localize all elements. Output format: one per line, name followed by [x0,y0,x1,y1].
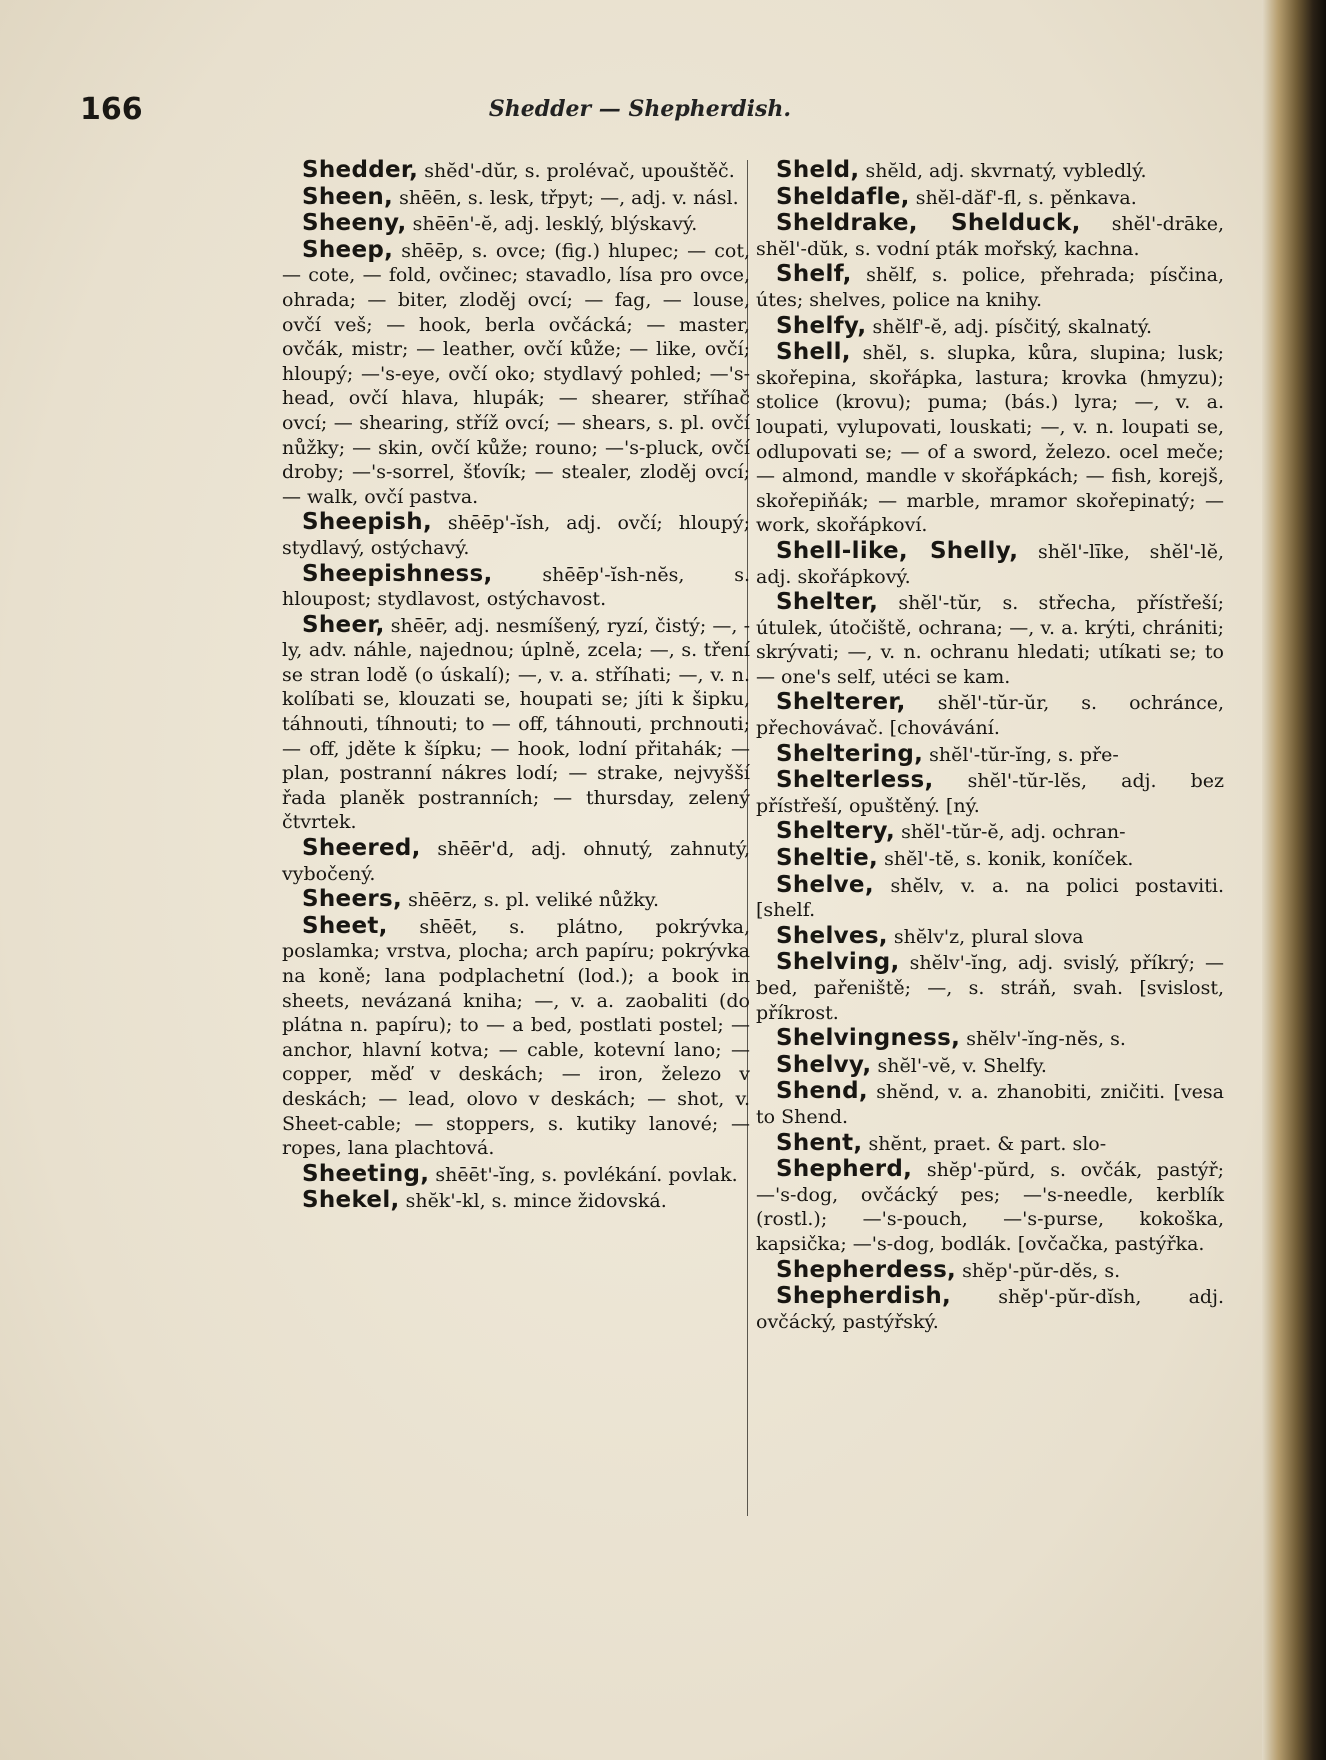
dictionary-entry [282,510,750,560]
entry-headword: Sheeting, [302,1160,430,1187]
entry-definition: shēēr'd, adj. ohnutý, zahnutý, vybočený. [282,838,750,885]
entry-definition: shĕlf'-ĕ, adj. písčitý, skalnatý. [872,315,1153,338]
entry-headword: Shepherdish, [776,1283,952,1310]
entry-definition: shēēt, s. plátno, pokrývka, poslamka; vrstva, plocha; arch papíru; pokrývka na koně; lana podplachetní (lod.); a book in sheets, nevázaná kniha; —, v. a. zaobaliti (do plátna n. papíru); to — a bed, postlati postel; — anchor, hlavní kotva; — cable, kotevní lano; — copper, měď v deskách; — iron, železo v deskách; — lead, olovo v deskách; — shot, v. Sheet-cable; — stoppers, s. kutiky lanové; — ropes, lana plachtová. [282,915,750,1160]
dictionary-entry [756,1157,1224,1256]
entry-definition: shĕl'-līke, shĕl'-lĕ, adj. skořápkový. [756,540,1224,588]
entry-headword: Shepherdess, [776,1256,957,1283]
entry-definition: shĕp'-pŭrd, s. ovčák, pastýř; —'s-dog, ovčácký pes; —'s-needle, kerblík (rostl.); —'s-pouch, —'s-purse, kokoška, kapsička; —'s-dog, bodlák. [ovčačka, pastýřka. [756,1159,1224,1255]
right-column [756,158,1224,1335]
entry-definition: shĕlv'-ĭng, adj. svislý, příkrý; — bed, pařeniště; —, s. stráň, svah. [svislost, příkrost. [756,952,1224,1024]
dictionary-entry [756,768,1224,818]
entry-headword: Sheltery, [776,818,896,845]
entry-definition: shēērz, s. pl. veliké nůžky. [408,889,660,912]
entry-definition: shĕl'-tŭr-ĭng, s. pře- [929,743,1119,766]
dictionary-entry [282,158,750,184]
dictionary-entry [756,340,1224,538]
dictionary-entry [756,690,1224,740]
entry-headword: Shelves, [776,922,888,949]
entry-definition: shēēn'-ĕ, adj. lesklý, blýskavý. [412,213,698,236]
dictionary-entry [756,1026,1224,1052]
dictionary-entry [282,562,750,612]
dictionary-entry [756,742,1224,768]
dictionary-entry [756,1258,1224,1284]
dictionary-entry [756,1053,1224,1079]
entry-headword: Sheet, [302,912,388,939]
entry-definition: shĕp'-pŭr-dĕs, s. [962,1259,1121,1282]
dictionary-entry [282,914,750,1161]
entry-definition: shĕl'-tŭr-lĕs, adj. bez přístřeší, opuštěný. [ný. [756,770,1224,817]
entry-headword: Shelvy, [776,1051,872,1078]
entry-headword: Shekel, [302,1187,400,1214]
entry-headword: Sheltering, [776,740,924,767]
entry-definition: shēēp, s. ovce; (fig.) hlupec; — cot, — cote, — fold, ovčinec; stavadlo, lísa pro ovce, ohrada; — biter, zloděj ovcí; — fag, — louse, ovčí veš; — hook, berla ovčácká; — master, ovčák, mistr; — leather, ovčí kůže; — like, ovčí; hloupý; —'s-eye, ovčí oko; stydlavý pohled; —'s-head, ovčí hlava, hlupák; — shearer, stříhač ovcí; — shearing, stříž ovcí; — shears, s. pl. ovčí nůžky; — skin, ovčí kůže; rouno; —'s-pluck, ovčí droby; —'s-sorrel, šťovík; — stealer, zloděj ovcí; — walk, ovčí pastva. [282,239,750,508]
entry-definition: shĕnt, praet. & part. slo- [868,1132,1107,1155]
entry-definition: shĕl'-tŭr-ĕ, adj. ochran- [901,821,1126,844]
entry-headword: Sheltie, [776,845,879,872]
running-head: Shedder — Shepherdish. [488,96,792,122]
entry-headword: Sheeny, [302,210,407,237]
entry-headword: Sheldrake, Shelduck, [776,210,1081,237]
entry-headword: Shelve, [776,871,874,898]
entry-definition: shĕl'-tĕ, s. konik, koníček. [884,848,1134,871]
dictionary-entry [282,1162,750,1188]
entry-definition: shĕl'-tŭr, s. střecha, přístřeší; útulek, útočiště, ochrana; —, v. a. krýti, chrániti; skrývati; —, v. n. ochranu hledati; utíkati se; to — one's self, utéci se kam. [756,592,1224,688]
dictionary-entry [282,887,750,913]
left-column [282,158,750,1215]
entry-headword: Sheep, [302,236,394,263]
dictionary-entry [756,539,1224,589]
entry-headword: Shedder, [302,157,419,183]
entry-headword: Shelf, [776,261,852,288]
entry-definition: shĕlf, s. police, přehrada; písčina, útes; shelves, police na knihy. [756,264,1224,311]
entry-headword: Shent, [776,1129,863,1156]
dictionary-entry [756,590,1224,689]
entry-headword: Sheer, [302,611,385,638]
entry-headword: Shell, [776,339,851,366]
dictionary-entry [756,211,1224,261]
entry-definition: shĕnd, v. a. zhanobiti, zničiti. [vesa to Shend. [756,1081,1224,1128]
dictionary-entry [756,1284,1224,1334]
entry-definition: shĕl'-tŭr-ŭr, s. ochránce, přechovávač. [chovávání. [756,692,1224,740]
entry-headword: Shend, [776,1078,868,1105]
entry-headword: Shelterless, [776,767,934,794]
entry-headword: Sheepish, [302,509,432,536]
book-spine-shadow [1262,0,1326,1760]
entry-headword: Shelvingness, [776,1025,961,1052]
entry-definition: shĕlv, v. a. na polici postaviti. [shelf. [756,874,1224,922]
entry-headword: Shelter, [776,589,879,616]
dictionary-entry [756,314,1224,340]
page-number: 166 [80,92,143,127]
entry-headword: Sheldafle, [776,183,910,210]
entry-definition: shĕl'-drāke, shĕl'-dŭk, s. vodní pták mořský, kachna. [756,213,1225,260]
entry-headword: Sheered, [302,835,421,862]
dictionary-entry [756,846,1224,872]
entry-headword: Shelfy, [776,312,867,339]
entry-definition: shēēp'-ĭsh-nĕs, s. hloupost; stydlavost, ostýchavost. [282,563,750,611]
entry-definition: shēēn, s. lesk, třpyt; —, adj. v. násl. [399,186,739,209]
entry-headword: Shepherd, [776,1156,913,1183]
entry-definition: shĕl-dăf'-fl, s. pěnkava. [915,186,1137,209]
entry-definition: shĕk'-kl, s. mince židovská. [405,1190,667,1213]
dictionary-entry [756,873,1224,923]
dictionary-entry [756,1079,1224,1129]
dictionary-entry [756,924,1224,950]
entry-definition: shĕp'-pŭr-dĭsh, adj. ovčácký, pastýřský. [756,1286,1225,1333]
dictionary-entry [282,1188,750,1214]
entry-definition: shēēt'-ĭng, s. povlékání. povlak. [435,1163,738,1186]
entry-definition: shĕl'-vĕ, v. Shelfy. [877,1054,1047,1077]
entry-definition: shĕld, adj. skvrnatý, vybledlý. [865,160,1147,182]
entry-headword: Sheepishness, [302,560,493,587]
page-header [80,92,1200,132]
dictionary-entry [756,819,1224,845]
entry-definition: shĕlv'-ĭng-nĕs, s. [966,1028,1126,1051]
entry-headword: Sheers, [302,886,403,913]
dictionary-entry [756,950,1224,1025]
dictionary-entry [282,613,750,835]
entry-definition: shēēr, adj. nesmíšený, ryzí, čistý; —, -ly, adv. náhle, najednou; úplně, zcela; —, s. tření se stran lodě (o úskalí); —, v. a. stříhati; —, v. n. kolíbati se, klouzati se, houpati se; jíti k šipku, táhnouti, tíhnouti; to — off, táhnouti, prchnouti; — off, jděte k šípku; — hook, lodní přitahák; — plan, postranní nákres lodí; — strake, nejvyšší řada planěk postranních; — thursday, zelený čtvrtek. [282,614,750,834]
dictionary-entry [756,262,1224,312]
dictionary-entry [282,185,750,211]
entry-headword: Sheen, [302,183,394,210]
entry-headword: Shelterer, [776,689,906,716]
entry-definition: shēēp'-ĭsh, adj. ovčí; hloupý; stydlavý, ostýchavý. [282,512,750,559]
entry-headword: Shell-like, Shelly, [776,537,1019,564]
entry-headword: Sheld, [776,157,860,183]
dictionary-entry [282,238,750,510]
dictionary-entry [756,185,1224,211]
entry-definition: shĕd'-dŭr, s. prolévač, upouštěč. [424,160,735,182]
dictionary-entry [756,1131,1224,1157]
dictionary-entry [282,211,750,237]
dictionary-entry [282,836,750,886]
entry-headword: Shelving, [776,949,900,976]
entry-definition: shĕlv'z, plural slova [893,925,1084,948]
dictionary-entry [756,158,1224,184]
entry-definition: shĕl, s. slupka, kůra, slupina; lusk; skořepina, skořápka, lastura; krovka (hmyzu); stolice (krovu); puma; (bás.) lyra; —, v. a. loupati, vylupovati, louskati; —, v. n. loupati se, odlupovati se; — of a sword, železo. ocel meče; — almond, mandle v skořápkách; — fish, korejš, skořepiňák; — marble, mramor skořepinatý; — work, skořápkoví. [756,342,1224,537]
